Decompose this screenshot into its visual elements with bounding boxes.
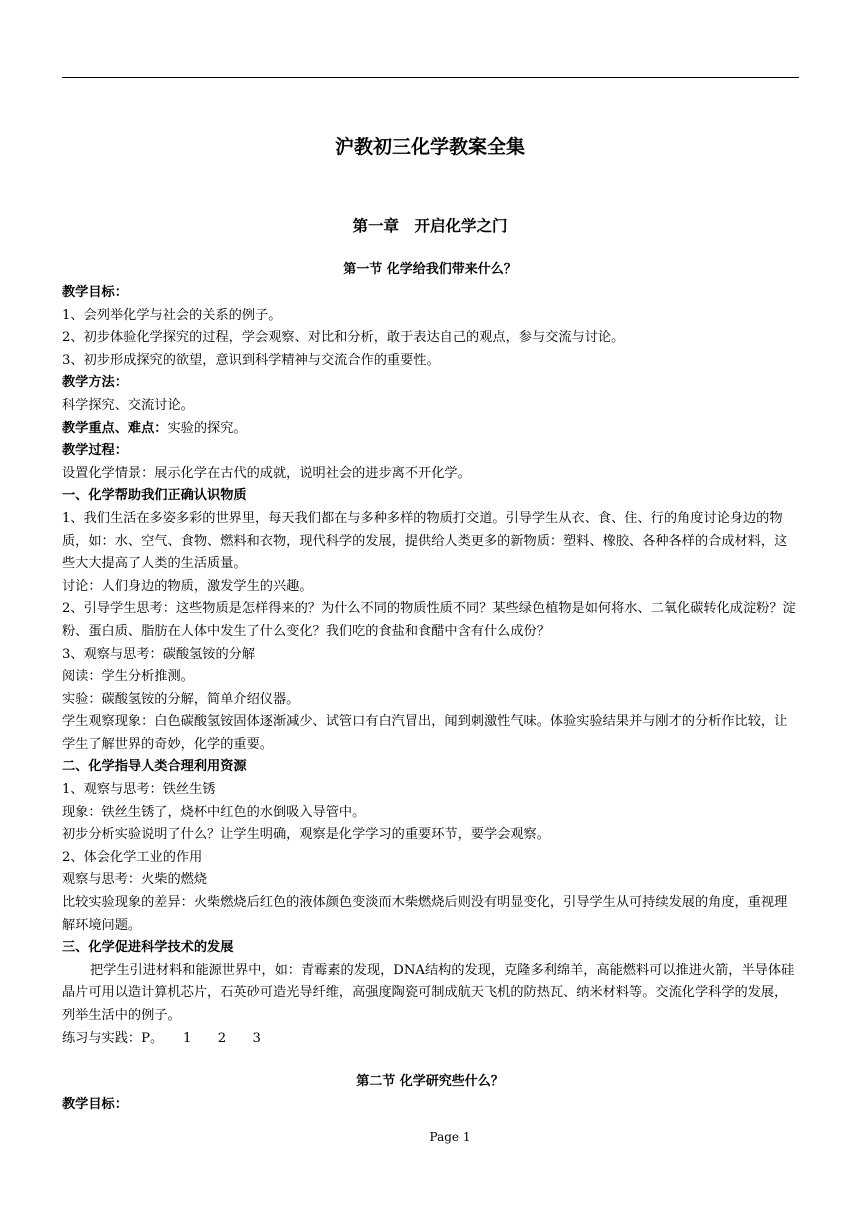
process-heading: 教学过程： — [62, 443, 128, 459]
part3-heading: 三、化学促进科学技术的发展 — [62, 940, 234, 956]
paragraph: 观察与思考：火柴的燃烧 — [62, 872, 208, 888]
paragraph: 把学生引进材料和能源世界中，如：青霉素的发现，DNA结构的发现，克隆多利绵羊，高能燃料可以推进火箭，半导体硅晶片可用以造计算机芯片，石英砂可造光导纤维，高强度陶瓷可制成航天飞机的防热瓦、纳米材料等。交流化学科学的发展，列举生活中的例子。 — [62, 962, 795, 1023]
goals-heading: 教学目标： — [62, 285, 128, 300]
goals-heading: 教学目标： — [62, 1097, 128, 1112]
paragraph: 阅读：学生分析推测。 — [62, 669, 194, 685]
method-text: 科学探究、交流讨论。 — [62, 397, 194, 413]
paragraph: 学生观察现象：白色碳酸氢铵固体逐渐减少、试管口有白汽冒出，闻到刺激性气味。体验实验结果并与刚才的分析作比较，让学生了解世界的奇妙，化学的重要。 — [62, 714, 788, 752]
goal-item: 3、初步形成探究的欲望，意识到科学精神与交流合作的重要性。 — [62, 352, 440, 368]
paragraph: 现象：铁丝生锈了，烧杯中红色的水倒吸入导管中。 — [62, 804, 366, 820]
key-points-heading: 教学重点、难点： — [62, 420, 168, 436]
paragraph: 2、引导学生思考：这些物质是怎样得来的？为什么不同的物质性质不同？某些绿色植物是如何将水、二氧化碳转化成淀粉？淀粉、蛋白质、脂肪在人体中发生了什么变化？我们吃的食盐和食醋中含有什么成份？ — [62, 601, 796, 639]
part1-heading: 一、化学帮助我们正确认识物质 — [62, 488, 247, 504]
header-rule — [62, 77, 799, 78]
part2-heading: 二、化学指导人类合理利用资源 — [62, 759, 247, 775]
paragraph: 3、观察与思考：碳酸氢铵的分解 — [62, 646, 256, 662]
paragraph: 讨论：人们身边的物质，激发学生的兴趣。 — [62, 578, 313, 594]
method-heading: 教学方法： — [62, 375, 128, 391]
goal-item: 2、初步体验化学探究的过程，学会观察、对比和分析，敢于表达自己的观点，参与交流与讨论。 — [62, 330, 625, 346]
section-1-title: 第一节 化学给我们带来什么？ — [343, 262, 517, 277]
page-number: Page 1 — [429, 1130, 471, 1144]
key-points-line — [62, 418, 800, 441]
section-2-title: 第二节 化学研究些什么？ — [356, 1074, 504, 1089]
document-title: 沪教初三化学教案全集 — [334, 136, 525, 158]
paragraph: 1、我们生活在多姿多彩的世界里，每天我们都在与多种多样的物质打交道。引导学生从衣、食、住、行的角度讨论身边的物质，如：水、空气、食物、燃料和衣物，现代科学的发展，提供给人类更多的新物质：塑料、橡胶、各种各样的合成材料，这些大大提高了人类的生活质量。 — [62, 510, 788, 572]
goal-item: 1、会列举化学与社会的关系的例子。 — [62, 307, 282, 323]
document-body — [62, 282, 800, 1050]
process-intro: 设置化学情景：展示化学在古代的成就，说明社会的进步离不开化学。 — [62, 465, 471, 481]
paragraph: 2、体会化学工业的作用 — [62, 849, 203, 865]
key-points-text: 实验的探究。 — [167, 420, 247, 436]
paragraph: 初步分析实验说明了什么？让学生明确，观察是化学学习的重要环节，要学会观察。 — [62, 827, 550, 843]
paragraph: 实验：碳酸氢铵的分解，简单介绍仪器。 — [62, 691, 300, 707]
chapter-title: 第一章 开启化学之门 — [352, 216, 508, 235]
paragraph: 比较实验现象的差异：火柴燃烧后红色的液体颜色变淡而木柴燃烧后则没有明显变化，引导学生从可持续发展的角度，重视理解环境问题。 — [62, 895, 788, 933]
practice-line: 练习与实践：P。 1 2 3 — [62, 1030, 261, 1046]
paragraph: 1、观察与思考：铁丝生锈 — [62, 782, 216, 798]
section-2-body — [62, 1094, 800, 1117]
